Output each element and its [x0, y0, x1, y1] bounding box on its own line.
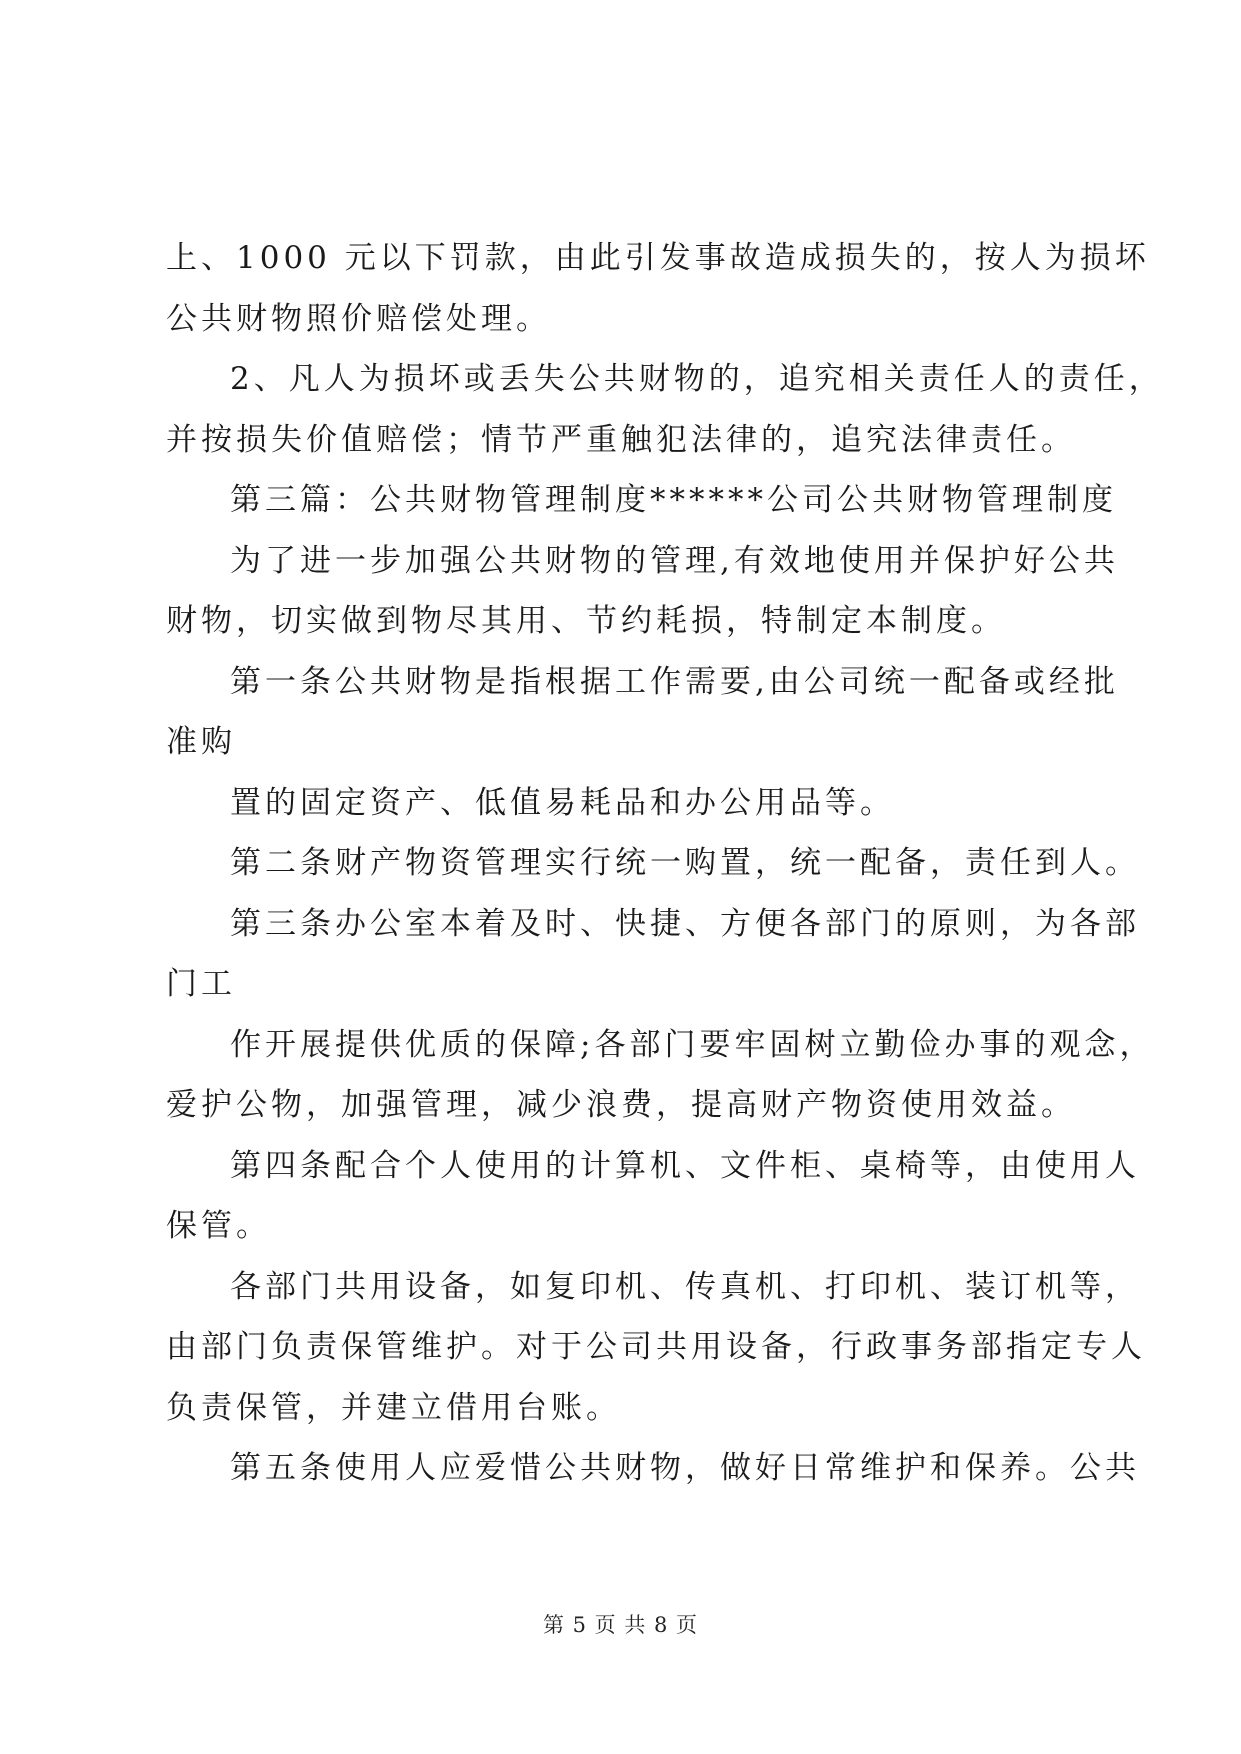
text-line: 第四条配合个人使用的计算机、文件柜、桌椅等，由使用人 — [230, 1147, 1140, 1184]
text-line: 公共财物照价赔偿处理。 — [166, 300, 551, 337]
text-line: 由部门负责保管维护。对于公司共用设备，行政事务部指定专人 — [166, 1329, 1146, 1365]
section-heading: 第三篇：公共财物管理制度******公司公共财物管理制度 — [230, 482, 1117, 518]
text-line: 第二条财产物资管理实行统一购置，统一配备，责任到人。 — [230, 845, 1140, 881]
text-line: 爱护公物，加强管理，减少浪费，提高财产物资使用效益。 — [166, 1087, 1076, 1123]
text-line: 并按损失价值赔偿；情节严重触犯法律的，追究法律责任。 — [166, 421, 1076, 458]
text-line: 置的固定资产、低值易耗品和办公用品等。 — [230, 784, 895, 821]
text-line: 作开展提供优质的保障;各部门要牢固树立勤俭办事的观念， — [230, 1026, 1155, 1063]
text-line: 保管。 — [166, 1208, 271, 1244]
text-line: 门工 — [166, 966, 236, 1002]
text-line: 上、1000 元以下罚款，由此引发事故造成损失的，按人为损坏 — [166, 240, 1150, 276]
document-body — [166, 228, 1164, 1499]
text-line: 财物，切实做到物尽其用、节约耗损，特制定本制度。 — [166, 603, 1006, 639]
text-line: 各部门共用设备，如复印机、传真机、打印机、装订机等， — [230, 1268, 1140, 1305]
text-line: 2、凡人为损坏或丢失公共财物的，追究相关责任人的责任， — [230, 361, 1164, 397]
page-number-footer: 第 5 页 共 8 页 — [542, 1613, 699, 1637]
text-line: 为了进一步加强公共财物的管理,有效地使用并保护好公共 — [230, 542, 1119, 579]
text-line: 第一条公共财物是指根据工作需要,由公司统一配备或经批 — [230, 663, 1119, 700]
text-line: 准购 — [166, 724, 236, 760]
text-line: 第五条使用人应爱惜公共财物，做好日常维护和保养。公共 — [230, 1450, 1140, 1486]
text-line: 第三条办公室本着及时、快捷、方便各部门的原则，为各部 — [230, 905, 1140, 942]
text-line: 负责保管，并建立借用台账。 — [166, 1389, 621, 1426]
